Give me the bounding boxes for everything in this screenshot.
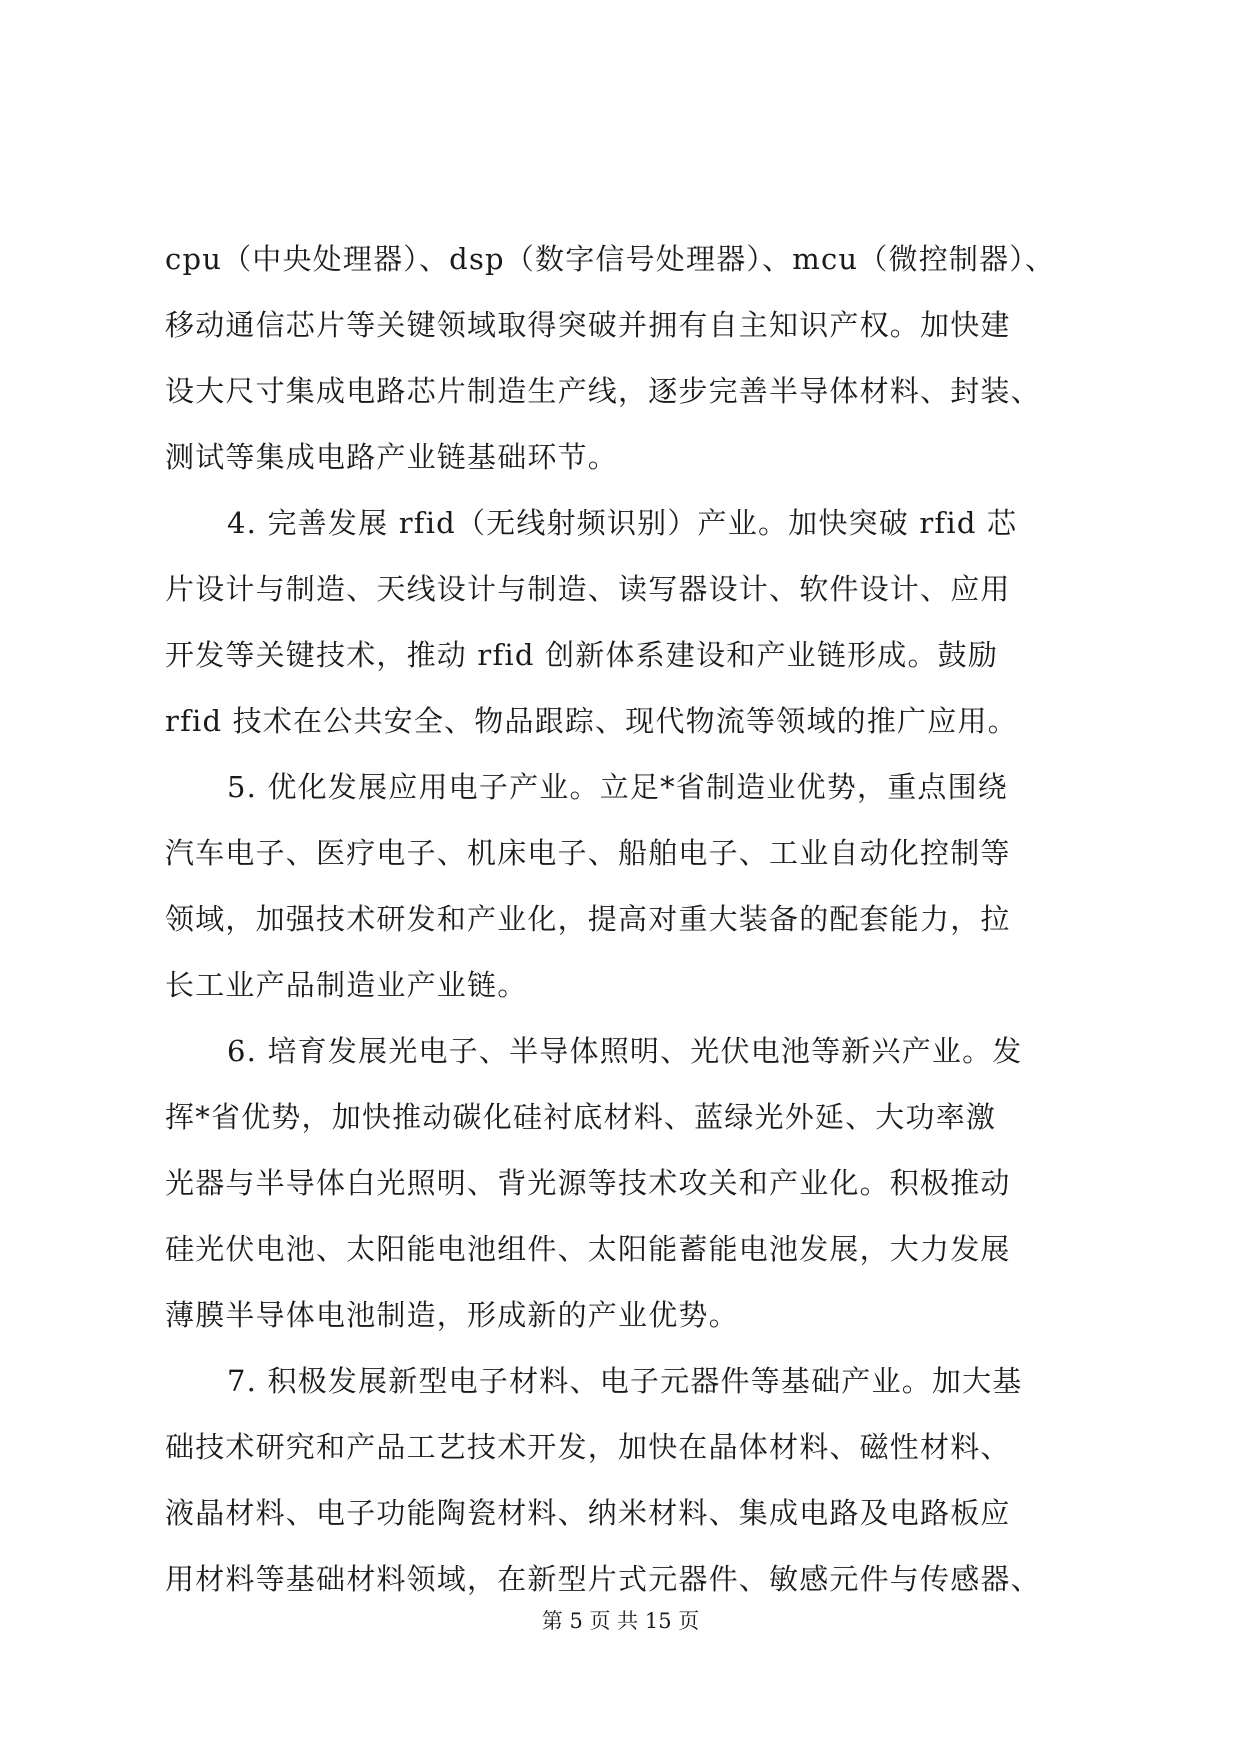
paragraph-4-start: 4. 完善发展 rfid（无线射频识别）产业。加快突破 rfid 芯 (227, 506, 1018, 540)
text-line: 用材料等基础材料领域，在新型片式元器件、敏感元件与传感器、 (165, 1562, 1041, 1596)
text-line: 领域，加强技术研发和产业化，提高对重大装备的配套能力，拉 (165, 902, 1011, 936)
text-line: 测试等集成电路产业链基础环节。 (165, 440, 619, 474)
text-line: 移动通信芯片等关键领域取得突破并拥有自主知识产权。加快建 (165, 308, 1011, 342)
text-line: 硅光伏电池、太阳能电池组件、太阳能蓄能电池发展，大力发展 (165, 1232, 1011, 1266)
text-line: 长工业产品制造业产业链。 (165, 968, 528, 1002)
text-line: 薄膜半导体电池制造，形成新的产业优势。 (165, 1298, 739, 1332)
page-number-footer: 第 5 页 共 15 页 (541, 1609, 700, 1633)
text-line: 汽车电子、医疗电子、机床电子、船舶电子、工业自动化控制等 (165, 836, 1011, 870)
paragraph-7-start: 7. 积极发展新型电子材料、电子元器件等基础产业。加大基 (227, 1364, 1023, 1398)
paragraph-6-start: 6. 培育发展光电子、半导体照明、光伏电池等新兴产业。发 (227, 1034, 1023, 1068)
text-line: 光器与半导体白光照明、背光源等技术攻关和产业化。积极推动 (165, 1166, 1011, 1200)
text-line: rfid 技术在公共安全、物品跟踪、现代物流等领域的推广应用。 (165, 704, 1018, 738)
text-line: 开发等关键技术，推动 rfid 创新体系建设和产业链形成。鼓励 (165, 638, 999, 672)
text-line: 液晶材料、电子功能陶瓷材料、纳米材料、集成电路及电路板应 (165, 1496, 1011, 1530)
paragraph-5-start: 5. 优化发展应用电子产业。立足*省制造业优势，重点围绕 (227, 770, 1008, 804)
text-line: cpu（中央处理器）、dsp（数字信号处理器）、mcu（微控制器）、 (165, 242, 1056, 276)
text-line: 础技术研究和产品工艺技术开发，加快在晶体材料、磁性材料、 (165, 1430, 1011, 1464)
text-line: 设大尺寸集成电路芯片制造生产线，逐步完善半导体材料、封装、 (165, 374, 1041, 408)
text-line: 片设计与制造、天线设计与制造、读写器设计、软件设计、应用 (165, 572, 1011, 606)
text-line: 挥*省优势，加快推动碳化硅衬底材料、蓝绿光外延、大功率激 (165, 1100, 997, 1134)
body-text (165, 226, 1075, 1612)
